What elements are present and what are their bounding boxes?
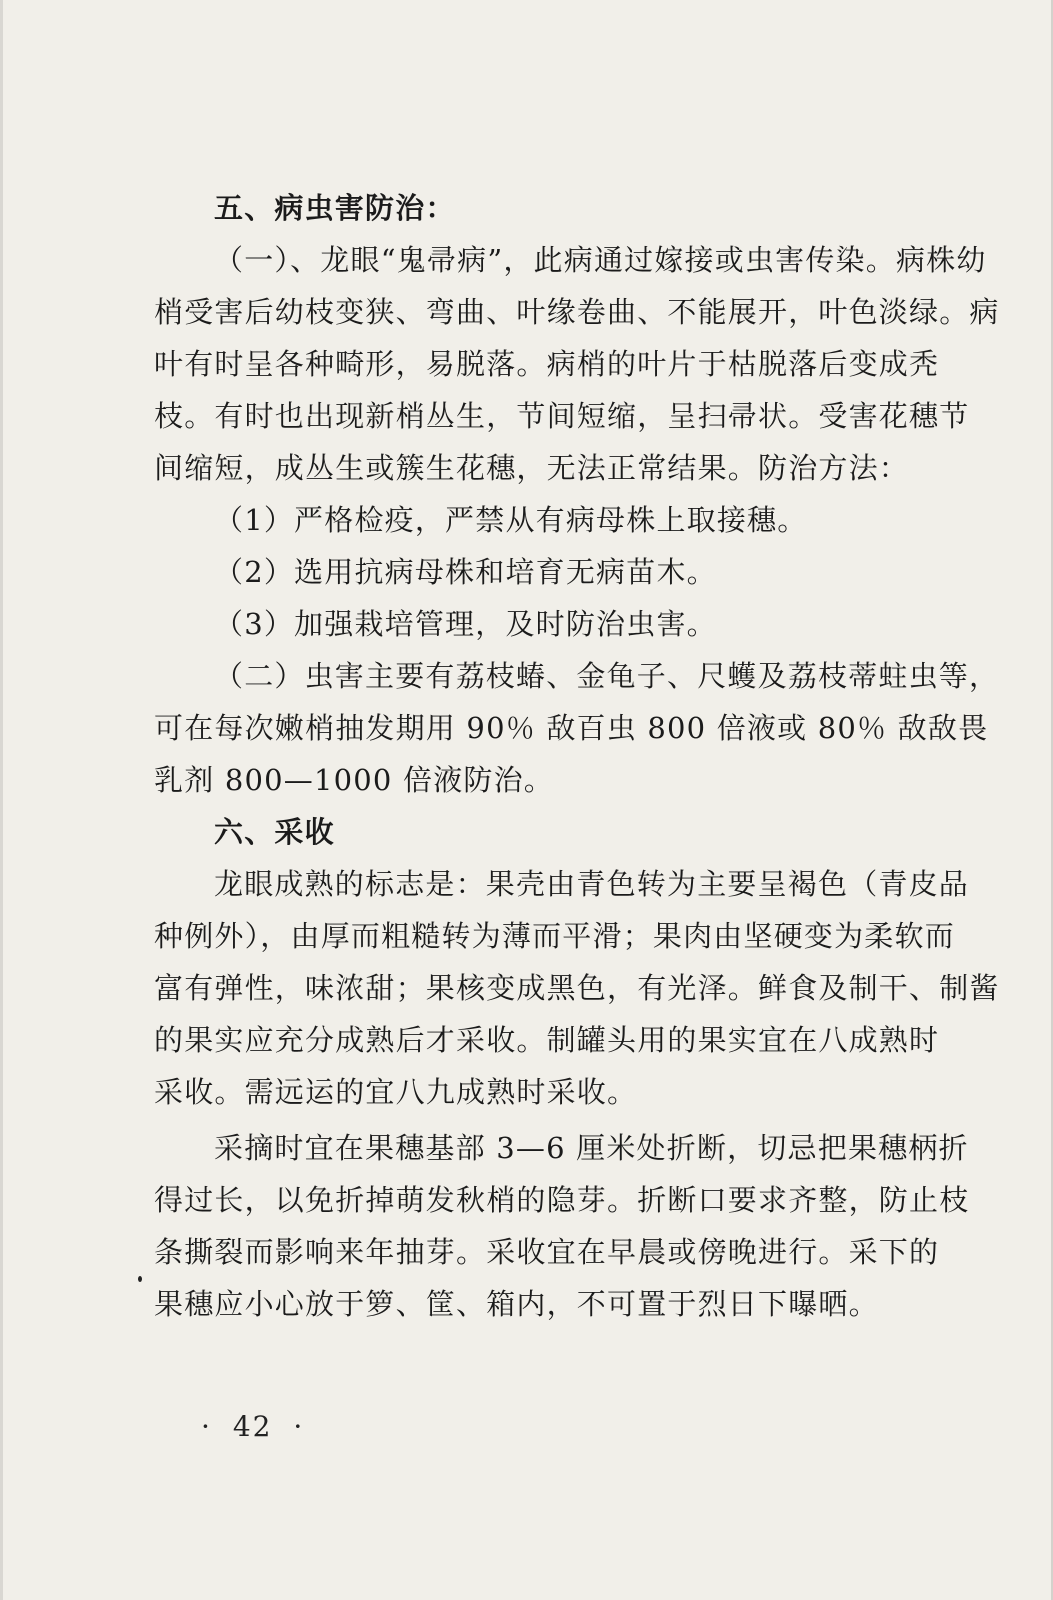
paragraph-line: 富有弹性，味浓甜；果核变成黑色，有光泽。鲜食及制干、制酱 xyxy=(154,971,1000,1005)
paragraph-line: 可在每次嫩梢抽发期用 90％ 敌百虫 800 倍液或 80％ 敌敌畏 xyxy=(154,711,989,745)
paragraph-line: 间缩短，成丛生或簇生花穗，无法正常结果。防治方法： xyxy=(154,451,910,485)
measure-item: （1）严格检疫，严禁从有病母株上取接穗。 xyxy=(214,503,808,537)
page-number-dot-right: · xyxy=(293,1410,305,1443)
paragraph-line: 果穗应小心放于箩、筐、箱内，不可置于烈日下曝晒。 xyxy=(154,1287,879,1321)
paragraph-line: （二）虫害主要有荔枝蝽、金龟子、尺蠖及荔枝蒂蛀虫等， xyxy=(214,659,1000,693)
paragraph-line: 叶有时呈各种畸形，易脱落。病梢的叶片于枯脱落后变成秃 xyxy=(154,347,940,381)
section-six-heading: 六、采收 xyxy=(214,815,335,849)
measure-item: （2）选用抗病母株和培育无病苗木。 xyxy=(214,555,717,589)
section-five-heading: 五、病虫害防治： xyxy=(214,191,456,225)
paragraph-line: 梢受害后幼枝变狭、弯曲、叶缘卷曲、不能展开，叶色淡绿。病 xyxy=(154,295,1000,329)
paragraph-line: 种例外），由厚而粗糙转为薄而平滑；果肉由坚硬变为柔软而 xyxy=(154,919,955,953)
page-body xyxy=(154,182,1000,1330)
page-number xyxy=(191,1410,314,1443)
paragraph-line: 龙眼成熟的标志是：果壳由青色转为主要呈褐色（青皮品 xyxy=(214,867,970,901)
paragraph-line: 乳剂 800—1000 倍液防治。 xyxy=(154,763,554,797)
measure-item: （3）加强栽培管理，及时防治虫害。 xyxy=(214,607,717,641)
paragraph-line: 采收。需远运的宜八九成熟时采收。 xyxy=(154,1075,638,1109)
paragraph-line: 条撕裂而影响来年抽芽。采收宜在早晨或傍晚进行。采下的 xyxy=(154,1235,940,1269)
page-number-dot-left: · xyxy=(201,1410,212,1443)
paragraph-line: 得过长，以免折掉萌发秋梢的隐芽。折断口要求齐整，防止枝 xyxy=(154,1183,970,1217)
paragraph-line: 的果实应充分成熟后才采收。制罐头用的果实宜在八成熟时 xyxy=(154,1023,940,1057)
paragraph-line: 枝。有时也出现新梢丛生，节间短缩，呈扫帚状。受害花穗节 xyxy=(154,399,970,433)
paragraph-line: （一）、龙眼“鬼帚病”，此病通过嫁接或虫害传染。病株幼 xyxy=(214,243,987,277)
page-number-value: 42 xyxy=(232,1410,273,1443)
paragraph-line: 采摘时宜在果穗基部 3—6 厘米处折断，切忌把果穗柄折 xyxy=(214,1131,969,1165)
ink-speck xyxy=(138,1276,142,1282)
